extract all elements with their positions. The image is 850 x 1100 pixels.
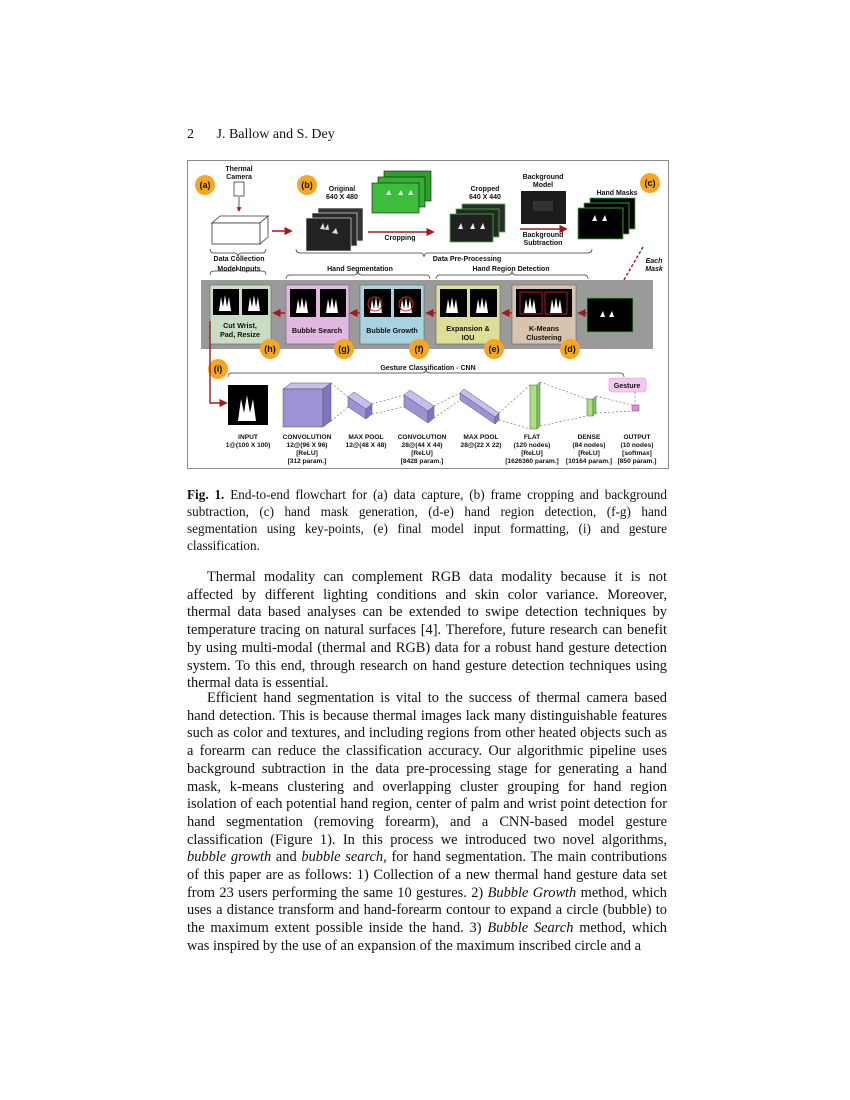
layer-captions: [226, 434, 657, 465]
svg-text:12@(96 X 96): 12@(96 X 96): [286, 442, 328, 449]
each-mask-label-1: Each: [645, 258, 663, 265]
svg-text:(h): (h): [264, 344, 276, 354]
svg-text:Bubble Search: Bubble Search: [291, 326, 343, 335]
svg-text:Gesture: Gesture: [613, 383, 641, 390]
each-mask-label-2: Mask: [645, 266, 663, 273]
hand-segmentation-label: Hand Segmentation: [327, 266, 393, 273]
layer-1-name: CONVOLUTION: [282, 434, 332, 441]
page-number: 2: [187, 127, 194, 142]
svg-text:28@(44 X 44): 28@(44 X 44): [401, 442, 443, 449]
svg-text:(e): (e): [488, 344, 500, 354]
stage-g-box: [286, 285, 349, 344]
hand-mask-input-image: [587, 298, 633, 332]
figure-1: [187, 160, 669, 469]
svg-text:Pad, Resize: Pad, Resize: [220, 330, 260, 339]
svg-text:[10164 param.]: [10164 param.]: [565, 458, 613, 465]
camera-icon: [234, 182, 244, 196]
data-collection-label: Data Collection: [213, 256, 265, 263]
label-b: [297, 175, 317, 195]
svg-text:[312 param.]: [312 param.]: [287, 458, 327, 465]
svg-text:[8428 param.]: [8428 param.]: [400, 458, 444, 465]
cnn-title: Gesture Classification - CNN: [380, 365, 476, 372]
svg-text:(120 nodes): (120 nodes): [513, 442, 551, 449]
page-header: [187, 127, 335, 143]
output-layer: [632, 405, 639, 411]
maxpool1-block: [348, 392, 372, 419]
term-bubble-search: bubble search: [301, 849, 384, 866]
label-f: [409, 339, 429, 359]
caption-label: Fig. 1.: [187, 487, 225, 502]
caption-text: End-to-end flowchart for (a) data capture, (b) frame cropping and background subtraction, (c) hand mask generation, (d-e) hand region detection, (f-g) hand segmentation using key-points, (e) final model input formatting, (i) and gesture classification.: [187, 487, 667, 553]
svg-text:(c): (c): [644, 178, 656, 188]
layer-6-name: DENSE: [577, 434, 601, 441]
conv2-block: [404, 390, 434, 423]
background-model-label-1: Background: [522, 174, 564, 181]
layer-5-name: FLAT: [523, 434, 541, 441]
svg-text:(b): (b): [301, 180, 313, 190]
dense-layer: [587, 396, 596, 416]
maxpool2-block: [460, 389, 499, 424]
cropped-label-2: 640 X 440: [469, 194, 501, 201]
svg-text:K-Means: K-Means: [529, 324, 559, 333]
data-preprocessing-label: Data Pre-Processing: [432, 256, 502, 263]
hand-region-detection-label: Hand Region Detection: [472, 266, 550, 273]
layer-0-name: INPUT: [238, 434, 258, 441]
paragraph-2: Efficient hand segmentation is vital to the success of thermal camera based hand detection. This is because thermal images lack many distinguishable features such as color and textures, and including regions from other heated objects such as a forearm can reduce the classification accuracy. Our algorithmic pipeline uses background subtraction in the data pre-processing stage for generating a hand mask, k-means clustering and overlapping cluster grouping for hand region isolation of each potential hand region, center of palm and wrist point detection for hand segmentation (removing forearm), and a CNN-based model gesture classification (Figure 1). In this process we introduced two novel algorithms, bubble growth and bubble search, for hand segmentation. The main contributions of this paper are as follows: 1) Collection of a new thermal hand gesture data set from 23 users performing the same 10 gestures. 2) Bubble Growth method, which uses a distance transform and hand-forearm contour to expand a circle (bubble) to the maximum extent possible inside the hand. 3) Bubble Search method, which was inspired by the use of an expansion of the maximum inscribed circle and a: [187, 690, 667, 954]
cropped-label-1: Cropped: [470, 186, 500, 193]
svg-text:IOU: IOU: [461, 333, 475, 342]
original-frames-image: [306, 208, 363, 251]
flat-layer: [530, 382, 540, 429]
svg-text:[1626360 param.]: [1626360 param.]: [505, 458, 559, 465]
background-subtraction-label-2: Subtraction: [523, 240, 563, 247]
cropped-green-frames-image: [372, 171, 431, 213]
cropped-frames-image: [450, 204, 505, 242]
svg-text:(10 nodes): (10 nodes): [620, 442, 654, 449]
label-h: [260, 339, 280, 359]
svg-text:(a): (a): [199, 180, 211, 190]
svg-text:(i): (i): [213, 364, 223, 374]
term-bubble-growth-cap: Bubble Growth: [487, 884, 577, 901]
svg-text:(84 nodes): (84 nodes): [572, 442, 606, 449]
background-subtraction-label-1: Background: [522, 232, 564, 239]
original-label-2: 640 X 480: [326, 194, 358, 201]
hand-masks-image: [578, 198, 635, 239]
layer-2-name: MAX POOL: [348, 434, 384, 441]
svg-text:1@(100 X 100): 1@(100 X 100): [225, 442, 271, 449]
svg-text:[ReLU]: [ReLU]: [521, 450, 543, 457]
svg-text:Bubble Growth: Bubble Growth: [366, 326, 418, 335]
background-model-image: [521, 191, 566, 224]
running-authors: J. Ballow and S. Dey: [216, 127, 335, 142]
stage-h-box: [210, 285, 271, 344]
svg-text:Expansion &: Expansion &: [446, 324, 490, 333]
svg-text:Clustering: Clustering: [526, 333, 562, 342]
svg-text:28@(22 X 22): 28@(22 X 22): [460, 442, 502, 449]
label-c: [640, 173, 660, 193]
thermal-camera-label-2: Camera: [226, 174, 252, 181]
svg-text:12@(48 X 48): 12@(48 X 48): [345, 442, 387, 449]
label-a: [195, 175, 215, 195]
paragraph-1: Thermal modality can complement RGB data modality because it is not affected by different lighting conditions and skin color variance. Moreover, thermal data based analyses can be extended to swipe detection techniques by temperature tracing on natural surfaces [4]. Therefore, future research can benefit by using multi-modal (thermal and RGB) data for a robust hand gesture detection system. To this end, through research on hand gesture detection techniques using thermal data is essential.: [187, 569, 667, 692]
svg-text:[850 param.]: [850 param.]: [617, 458, 657, 465]
layer-3-name: CONVOLUTION: [397, 434, 447, 441]
svg-text:(g): (g): [338, 344, 350, 354]
gesture-box: [609, 378, 646, 392]
svg-text:(d): (d): [564, 344, 576, 354]
stage-f-box: [360, 285, 424, 344]
capture-box-icon: [212, 216, 268, 244]
conv1-block: [283, 383, 331, 427]
model-inputs-label: Model Inputs: [217, 266, 261, 273]
background-model-label-2: Model: [532, 182, 554, 189]
label-e: [484, 339, 504, 359]
label-d: [560, 339, 580, 359]
input-layer-image: [228, 385, 268, 425]
thermal-camera-label-1: Thermal: [225, 166, 253, 173]
hand-masks-label: Hand Masks: [596, 190, 638, 197]
term-bubble-search-cap: Bubble Search: [487, 920, 574, 937]
svg-text:[ReLU]: [ReLU]: [411, 450, 433, 457]
cropping-label: Cropping: [384, 235, 416, 242]
svg-text:[ReLU]: [ReLU]: [578, 450, 600, 457]
stage-d-box: [512, 285, 576, 344]
layer-4-name: MAX POOL: [463, 434, 499, 441]
svg-text:[ReLU]: [ReLU]: [296, 450, 318, 457]
label-g: [334, 339, 354, 359]
figure-caption: [187, 486, 667, 554]
svg-text:Cut Wrist,: Cut Wrist,: [223, 321, 257, 330]
label-i: [208, 359, 228, 379]
svg-text:[softmax]: [softmax]: [622, 450, 652, 457]
stage-e-box: [436, 285, 500, 344]
term-bubble-growth: bubble growth: [187, 849, 272, 866]
original-label-1: Original: [328, 186, 356, 193]
layer-7-name: OUTPUT: [623, 434, 651, 441]
svg-text:(f): (f): [414, 344, 424, 354]
